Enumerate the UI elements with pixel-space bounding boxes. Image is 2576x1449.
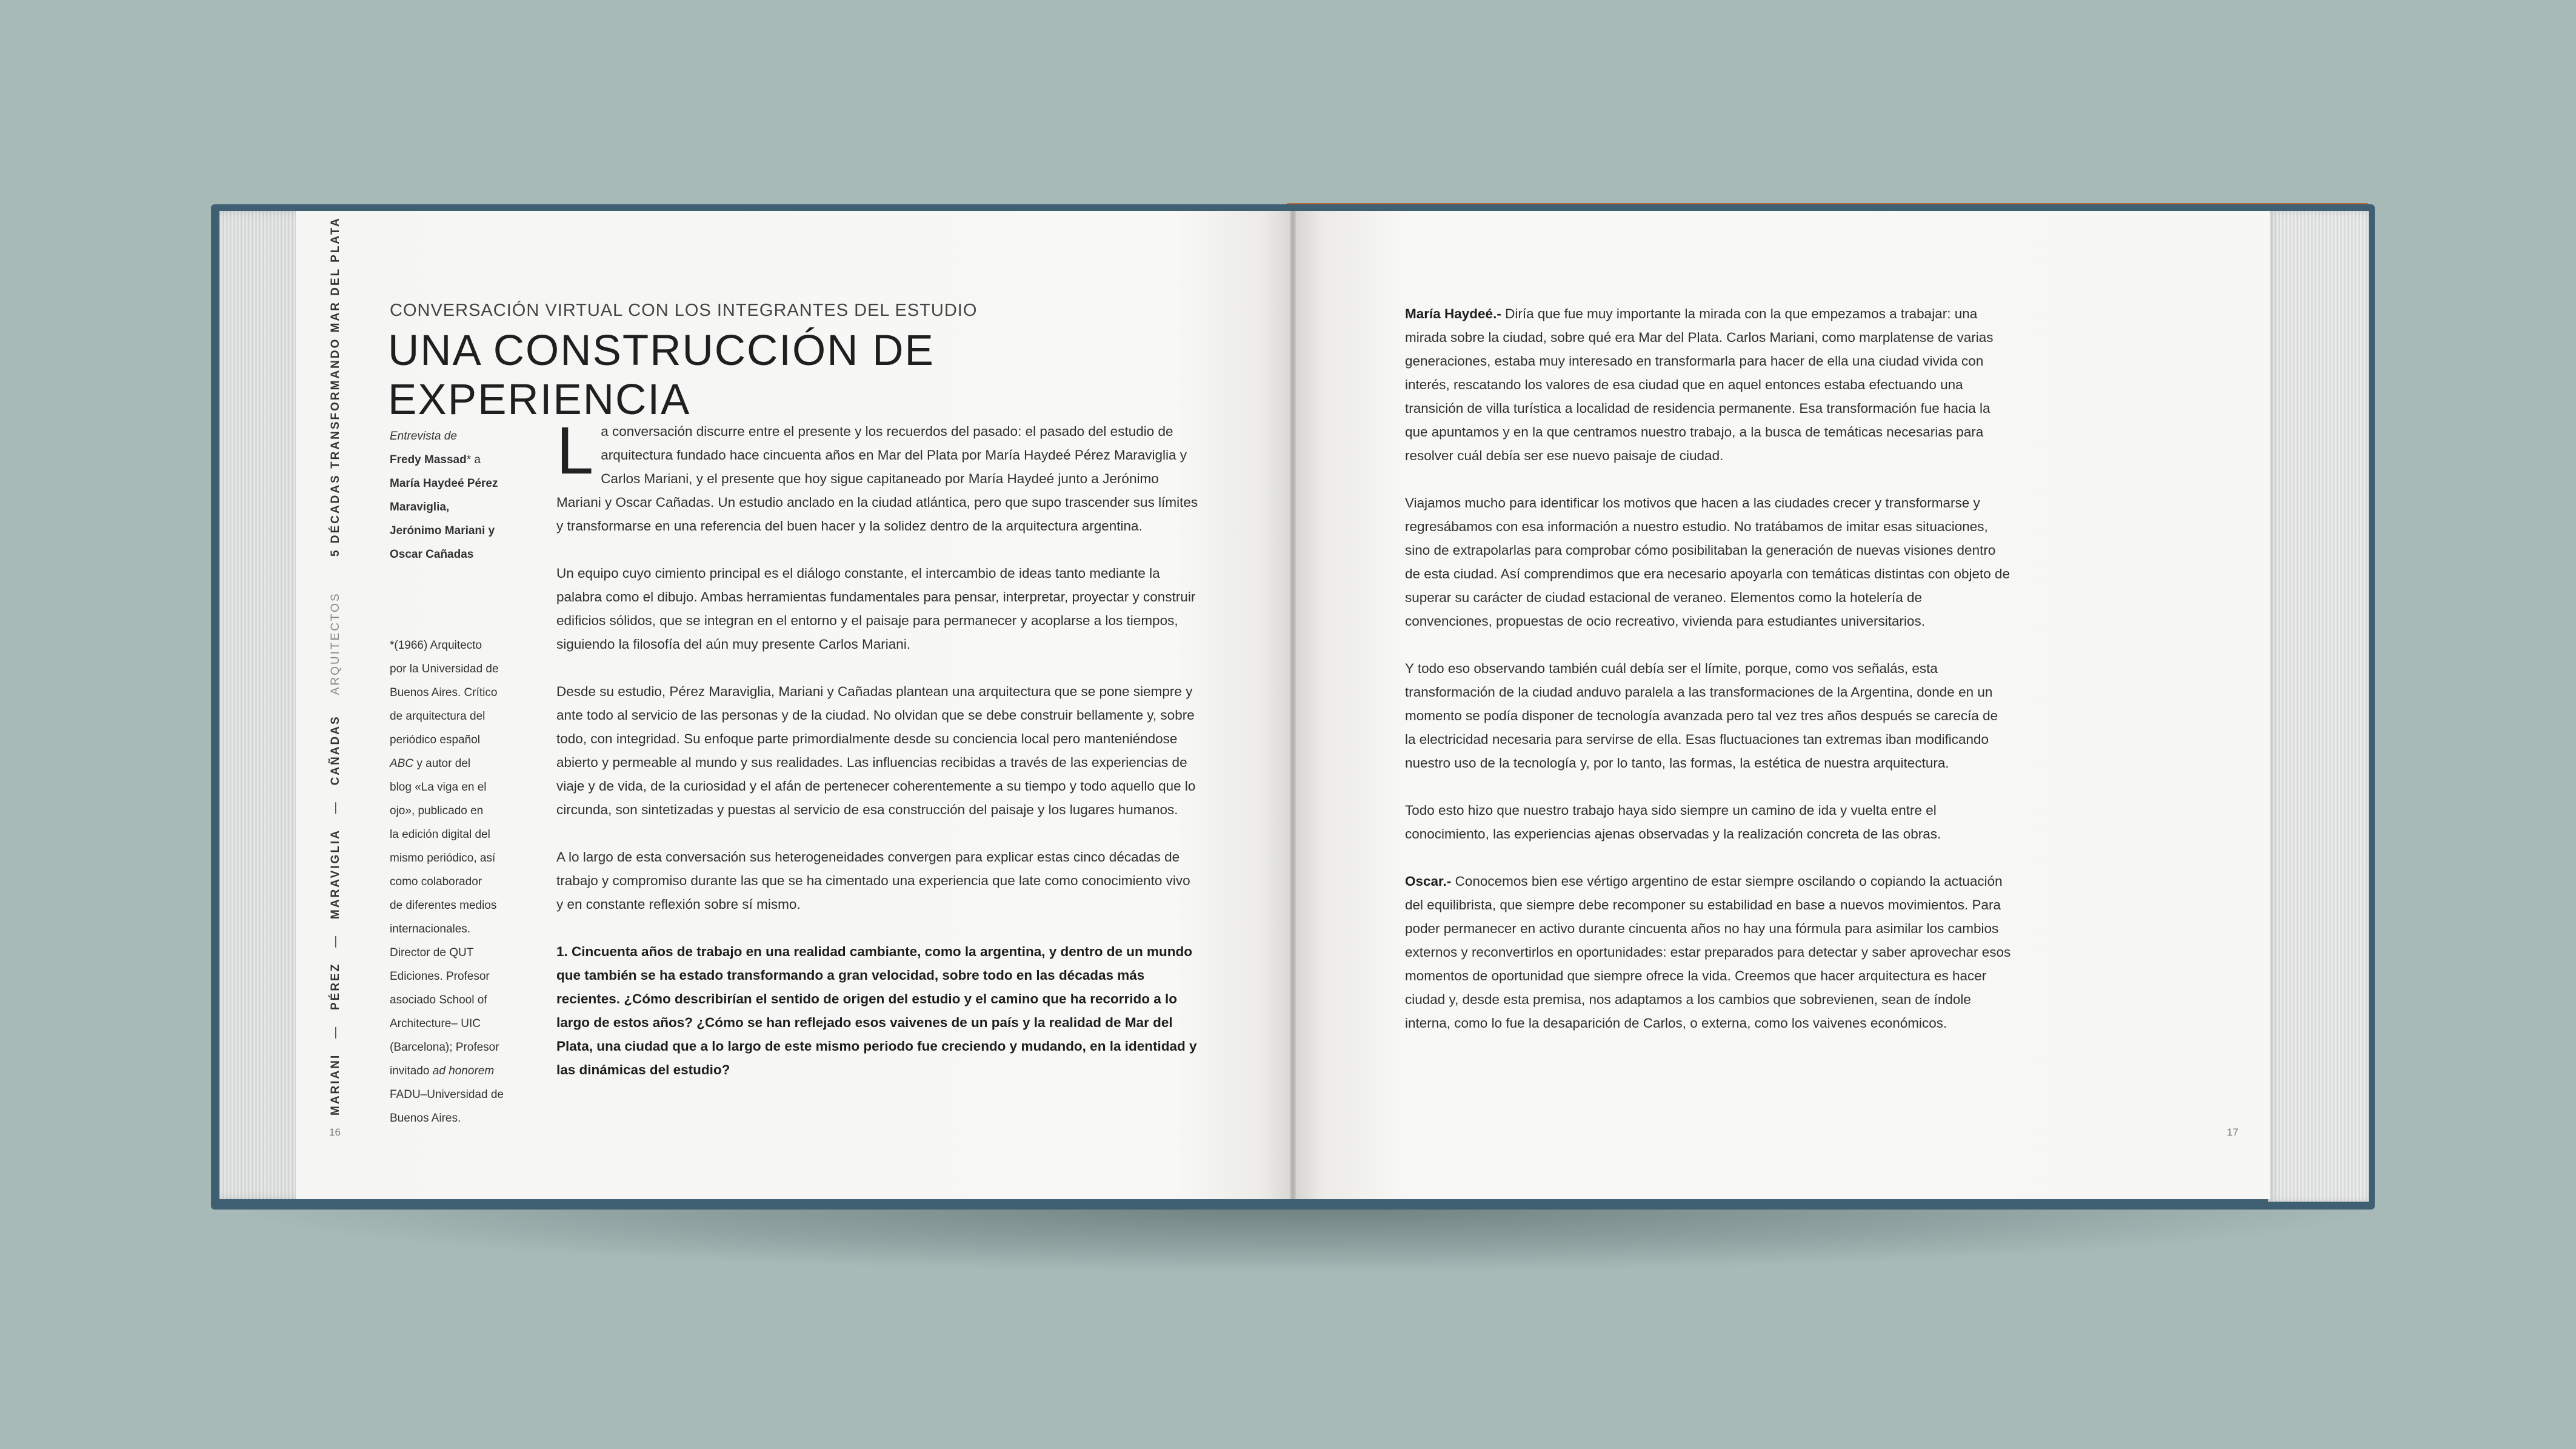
separator: — (329, 1025, 342, 1039)
left-body-text (556, 413, 1199, 1105)
book-gutter (1290, 211, 1296, 1199)
answer-paragraph (1405, 302, 2011, 467)
footnote-line: la edición digital del (390, 828, 490, 841)
footnote-line: Buenos Aires. (390, 1112, 461, 1125)
answer-paragraph (1405, 657, 2011, 775)
running-head: 5 DÉCADAS TRANSFORMANDO MAR DEL PLATA (329, 216, 342, 557)
footnote-line: periódico español (390, 734, 480, 746)
speaker-name: Oscar.- (1405, 874, 1452, 889)
paragraph-text: Viajamos mucho para identificar los motivos que hacen a las ciudades crecer y transformarse y regresábamos con esa información a nuestro estudio. No tratábamos de imitar esas situaciones, sino de extrapolarlas para comprobar cómo posibilitaban la generación de nuevas visiones dentro de esta ciudad. Así comprendimos que era necesario apoyarla con temáticas distintas con objeto de superar su carácter de ciudad estacional de veraneo. Elementos como la hotelería de convenciones, propuestas de ocio recreativo, vivienda para estudiantes universitarios. (1405, 495, 2010, 629)
footnote-line: Ediciones. Profesor (390, 970, 490, 983)
footnote-line: internacionales. (390, 923, 471, 935)
footnote-line: blog «La viga en el (390, 781, 487, 794)
body-paragraph: Un equipo cuyo cimiento principal es el diálogo constante, el intercambio de ideas tanto mediante la palabra como el dibujo. Ambas herramientas fundamentales para pensar, interpretar, proyectar y construir edificios sólidos, que se integran en el entorno y el paisaje para permanecer y acoplarse a los tiempos, siguiendo la filosofía del aún muy presente Carlos Mariani. (556, 566, 1196, 652)
footnote-line: por la Universidad de (390, 663, 499, 675)
footnote-line: asociado School of (390, 994, 487, 1006)
footnote-line: *(1966) Arquitecto (390, 639, 482, 652)
credit-connector: a (474, 453, 481, 466)
architects-vertical (329, 592, 342, 1116)
article-title: UNA CONSTRUCCIÓN DE EXPERIENCIA (388, 327, 935, 424)
drop-cap: L (556, 413, 594, 488)
page-number-right: 17 (2227, 1126, 2238, 1138)
interviewee-line: Maraviglia, (390, 501, 450, 514)
footnote-line: (Barcelona); Profesor (390, 1041, 499, 1054)
footnote-line: FADU–Universidad de (390, 1088, 504, 1101)
body-paragraph: Desde su estudio, Pérez Maraviglia, Mariani y Cañadas plantean una arquitectura que se pone siempre y ante todo al servicio de las personas y de la ciudad. No olvidan que se debe construir bellamente y, sobre todo, con integridad. Su enfoque parte primordialmente desde su conciencia local pero manteniéndose abierto y permeable al mundo y sus realidades. Las influencias recibidas a través de las experiencias de viaje y de vida, de la curiosidad y el afán de pertenecer coherentemente a su tiempo y todo aquello que lo circunda, son sintetizadas y puestas al servicio de esa construcción del paisaje y los lugares humanos. (556, 684, 1196, 817)
intro-paragraph (556, 413, 1199, 538)
body-paragraph: A lo largo de esta conversación sus heterogeneidades convergen para explicar estas cinco décadas de trabajo y compromiso durante las que se ha cimentado una experiencia que late como conocimiento vivo y en constante reflexión sobre sí mismo. (556, 849, 1190, 912)
paragraph-text: Diría que fue muy importante la mirada con la que empezamos a trabajar: una mirada sobre la ciudad, sobre qué era Mar del Plata. Carlos Mariani, como marplatense de varias generaciones, estaba muy interesado en transformarla para hacer de ella una ciudad vivida con interés, rescatando los valores de esa ciudad que en aquel entonces estaba efectuando una transición de villa turística a localidad de residencia permanente. Esa transformación fue hacia la que apuntamos y en la que centramos nuestro trabajo, a la busca de temáticas necesarias para resolver cuál debía ser ese nuevo paisaje de ciudad. (1405, 306, 1994, 463)
interview-credit (390, 424, 529, 566)
page-edges-right (2268, 211, 2369, 1202)
publication-name: ABC (390, 757, 414, 770)
footnote-line (390, 752, 529, 775)
footnote-line: Architecture– UIC (390, 1017, 481, 1030)
footnote-line: mismo periódico, así (390, 852, 496, 865)
interview-label: Entrevista de (390, 430, 457, 443)
interviewer-name: Fredy Massad (390, 453, 467, 466)
page-number-left: 16 (329, 1126, 341, 1138)
paragraph-text: Y todo eso observando también cuál debía ser el límite, porque, como vos señalás, esta transformación de la ciudad anduvo paralela a las transformaciones de la Argentina, donde en un momento se podía disponer de tecnología avanzada pero tal vez tres años después se carecía de la electricidad necesaria para servirse de ella. Esas fluctuaciones tan extremas iban modificando nuestro uso de la tecnología y, por lo tanto, las formas, la estética de nuestra arquitectura. (1405, 661, 1998, 771)
answer-paragraph (1405, 491, 2011, 633)
speaker-name: María Haydeé.- (1405, 306, 1501, 321)
article-kicker: CONVERSACIÓN VIRTUAL CON LOS INTEGRANTES DEL ESTUDIO (390, 301, 978, 320)
separator: — (329, 934, 342, 948)
latin-phrase: ad honorem (432, 1065, 495, 1077)
paragraph-text: a conversación discurre entre el presente y los recuerdos del pasado: el pasado del estudio de arquitectura fundado hace cincuenta años en Mar del Plata por María Haydeé Pérez Maraviglia y Carlos Mariani, y el presente que hoy sigue capitaneado por María Haydeé junto a Jerónimo Mariani y Oscar Cañadas. Un estudio anclado en la ciudad atlántica, pero que supo trascender sus límites y transformarse en una referencia del buen hacer y la solidez dentro de la arquitectura argentina. (556, 424, 1198, 534)
footnote-line: como colaborador (390, 875, 482, 888)
separator: — (329, 800, 342, 814)
footnote-mark: * (466, 453, 472, 466)
right-body-text (1405, 302, 2011, 1059)
interviewee-line: María Haydeé Pérez (390, 477, 498, 490)
interviewee-line: Jerónimo Mariani y (390, 524, 495, 537)
page-edges-left (219, 211, 304, 1199)
architect-name: PÉREZ (329, 962, 342, 1011)
footnote-line (390, 1059, 529, 1083)
answer-paragraph (1405, 798, 2011, 846)
answer-paragraph (1405, 869, 2011, 1035)
architect-name: CAÑADAS (329, 715, 342, 786)
footnote-line: ojo», publicado en (390, 805, 484, 817)
footnote-line: de diferentes medios (390, 899, 497, 912)
architect-name: MARIANI (329, 1053, 342, 1116)
footnote-text: invitado (390, 1065, 430, 1077)
interviewee-line: Oscar Cañadas (390, 548, 474, 561)
architects-label: ARQUITECTOS (329, 592, 342, 695)
footnote-line: Director de QUT (390, 946, 474, 959)
footnote-text: y autor del (416, 757, 471, 770)
paragraph-text: Conocemos bien ese vértigo argentino de estar siempre oscilando o copiando la actuación del equilibrista, que siempre debe recomponer su estabilidad en base a nuevos movimientos. Para poder permanecer en activo durante cincuenta años no hay una fórmula para asimilar los cambios externos y reconvertirlos en oportunidades: estar preparados para detectar y saber aprovechar esos momentos de oportunidad que siempre ofrece la vida. Creemos que hacer arquitectura es hacer ciudad y, desde esta premisa, nos adaptamos a los cambios que sobrevienen, sean de índole interna, como lo fue la desaparición de Carlos, o externa, como los vaivenes económicos. (1405, 874, 2011, 1031)
interviewer-footnote (390, 634, 529, 1130)
footnote-line: Buenos Aires. Crítico (390, 686, 498, 699)
architect-name: MARAVIGLIA (329, 829, 342, 919)
interview-question: 1. Cincuenta años de trabajo en una realidad cambiante, como la argentina, y dentro de un mundo que también se ha estado transformando a gran velocidad, sobre todo en las décadas más recientes. ¿Cómo describirían el sentido de origen del estudio y el camino que ha recorrido a lo largo de estos años? ¿Cómo se han reflejado esos vaivenes de un país y la realidad de Mar del Plata, una ciudad que a lo largo de este mismo periodo fue creciendo y mudando, en la identidad y las dinámicas del estudio? (556, 944, 1197, 1077)
footnote-line: de arquitectura del (390, 710, 486, 723)
paragraph-text: Todo esto hizo que nuestro trabajo haya sido siempre un camino de ida y vuelta entre el conocimiento, las experiencias ajenas observadas y la realización concreta de las obras. (1405, 803, 1941, 842)
